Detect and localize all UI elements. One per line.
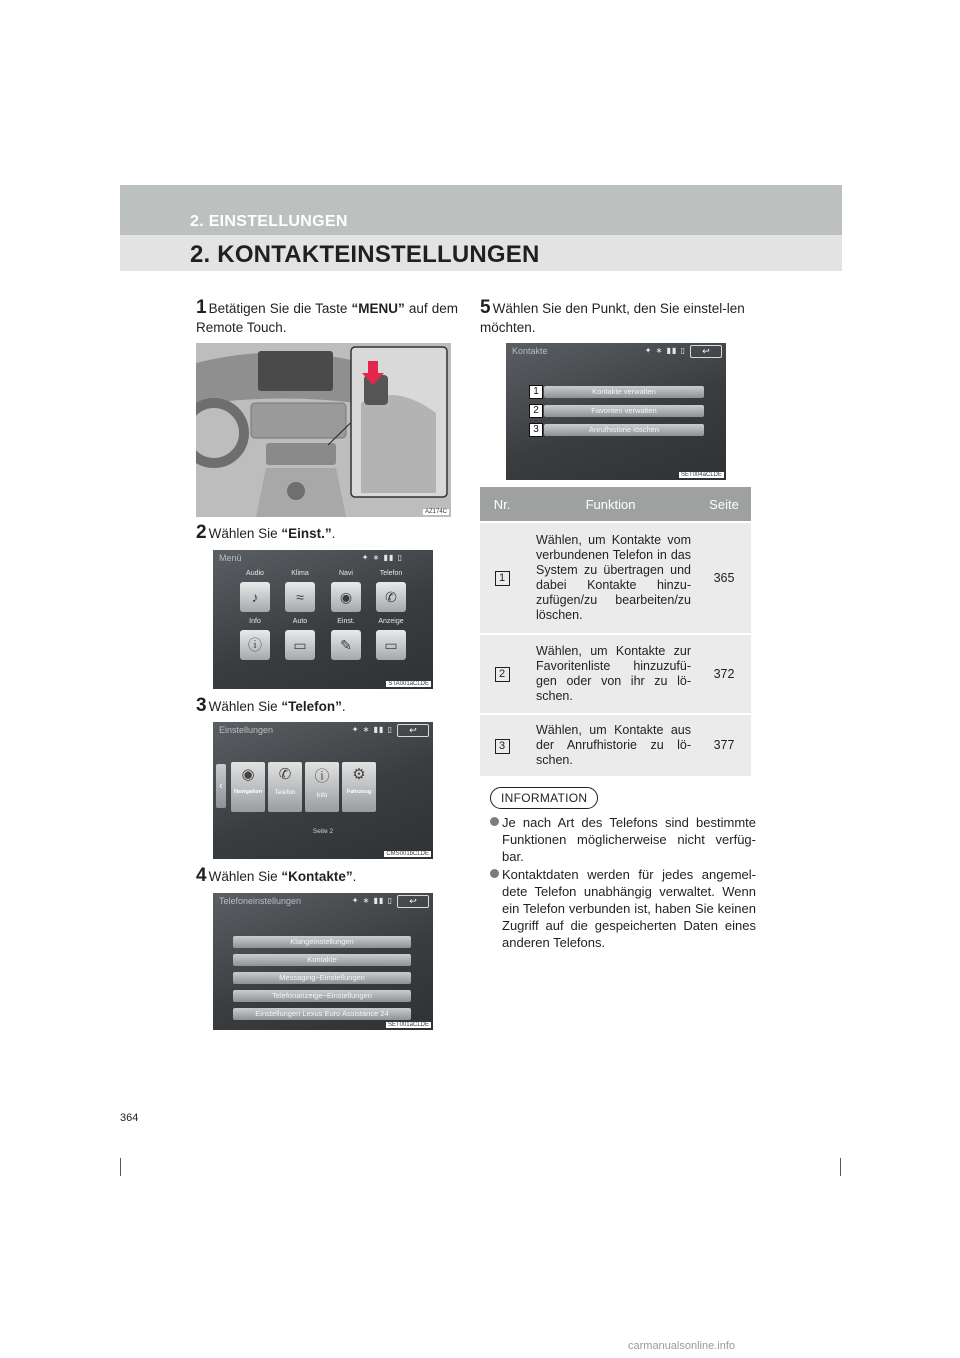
back-button[interactable]: ↩ <box>397 724 429 737</box>
info-bullet <box>490 866 756 951</box>
step-text: Betätigen Sie die Taste <box>208 301 352 316</box>
screen-title: Menü <box>219 553 242 563</box>
prev-page-button[interactable]: ‹ <box>216 764 226 808</box>
table-row <box>480 714 751 776</box>
chapter-header-bar <box>120 185 842 235</box>
image-code: SET001aCLDE <box>387 1022 429 1028</box>
screen-title: Telefoneinstellungen <box>219 896 302 906</box>
info-icon[interactable]: ⓘ <box>240 630 270 660</box>
climate-icon[interactable]: ≈ <box>285 582 315 612</box>
dashboard-illustration <box>196 343 451 517</box>
screen-title: Kontakte <box>512 346 548 356</box>
crop-mark-bottom-left <box>120 1158 121 1176</box>
page-number: 364 <box>120 1112 139 1124</box>
bullet-text: Kontaktdaten werden für jedes angemel-dete Telefon unabhängig verwaltet. Wenn ein Telefon verbunden ist, haben Sie keinen Zugriff auf die gespeicherten Daten eines anderen Telefons. <box>502 867 756 950</box>
table-row <box>480 522 751 634</box>
table-cell-funktion: Wählen, um Kontakte zur Favoritenliste hinzuzufü-gen oder von ihr zu lö-schen. <box>524 634 697 714</box>
settings-icon[interactable]: ✎ <box>331 630 361 660</box>
back-button[interactable]: ↩ <box>690 345 722 358</box>
table-cell-nr <box>480 522 524 634</box>
contacts-screen <box>506 343 726 480</box>
step-text: . <box>341 699 346 714</box>
column-header-seite: Seite <box>697 487 751 522</box>
phone-icon: ✆ <box>278 766 292 783</box>
table-cell-seite[interactable]: 377 <box>697 714 751 776</box>
status-icons: ✦ ∗ ▮▮ ▯ <box>351 896 393 905</box>
bullet-text: Je nach Art des Telefons sind bestimmte Funktionen möglicherweise nicht verfüg-bar. <box>502 815 756 864</box>
section-title: 2. EINSTELLUNGEN <box>190 213 348 230</box>
tile-label: Info <box>316 792 328 799</box>
step-text: Wählen Sie <box>208 869 282 884</box>
menu-screen <box>213 550 433 689</box>
car-settings-icon: ⚙ <box>352 766 366 783</box>
step-2 <box>196 523 458 543</box>
step-number: 5 <box>480 297 491 318</box>
table-header-row <box>480 487 751 522</box>
watermark: carmanualsonline.info <box>628 1340 736 1352</box>
list-item-klangeinstellungen[interactable]: Klangeinstellungen <box>233 936 411 948</box>
table-cell-funktion: Wählen, um Kontakte aus der Anrufhistorie zu lö-schen. <box>524 714 697 776</box>
image-code: STA001aCLDE <box>388 681 429 687</box>
step-4 <box>196 866 458 886</box>
callout-number-1: 1 <box>529 385 543 399</box>
dashboard-drawing <box>196 343 451 517</box>
step-text: . <box>331 526 336 541</box>
list-item-messaging[interactable]: Messaging−Einstellungen <box>233 972 411 984</box>
tile-navigation[interactable] <box>231 762 265 812</box>
tile-label: Fahrzeug <box>346 789 372 795</box>
tile-telefon[interactable] <box>268 762 302 812</box>
row-number-box: 3 <box>495 739 510 754</box>
back-button[interactable]: ↩ <box>397 895 429 908</box>
image-code: AZ174C <box>424 509 447 515</box>
step-3 <box>196 696 458 716</box>
step-text: auf dem Remote Touch. <box>196 301 458 335</box>
page-indicator: Seite 2 <box>312 828 334 835</box>
image-code: CMS001bCLDE <box>386 851 429 857</box>
list-item-favoriten-verwalten[interactable]: Favoriten verwalten <box>544 405 704 417</box>
car-icon[interactable]: ▭ <box>285 630 315 660</box>
list-item-kontakte[interactable]: Kontakte <box>233 954 411 966</box>
step-number: 4 <box>196 865 207 886</box>
step-number: 1 <box>196 297 207 318</box>
menu-label-klima: Klima <box>291 570 309 577</box>
step-1 <box>196 298 458 337</box>
chapter-header <box>120 185 842 271</box>
status-icons: ✦ ∗ ▮▮ ▯ <box>351 725 393 734</box>
list-item-lexus-assistance[interactable]: Einstellungen Lexus Euro Assistance 24 <box>233 1008 411 1020</box>
menu-label-navi: Navi <box>338 570 353 577</box>
column-header-funktion: Funktion <box>524 487 697 522</box>
tile-label: Telefon <box>274 789 296 796</box>
phone-icon[interactable]: ✆ <box>376 582 406 612</box>
list-item-kontakte-verwalten[interactable]: Kontakte verwalten <box>544 386 704 398</box>
table-cell-funktion: Wählen, um Kontakte vom verbundenen Telefon in das System zu übertragen und dabei Kontakte hinzu-zufügen/zu bearbeiten/zu löschen. <box>524 522 697 634</box>
page-title: 2. KONTAKTEINSTELLUNGEN <box>190 241 540 268</box>
table-cell-nr <box>480 634 524 714</box>
status-icons: ✦ ∗ ▮▮ ▯ <box>644 346 686 355</box>
step-text: Wählen Sie den Punkt, den Sie einstel-len möchten. <box>480 301 745 335</box>
step-number: 2 <box>196 522 207 543</box>
list-item-telefonanzeige[interactable]: Telefonanzeige−Einstellungen <box>233 990 411 1002</box>
step-text: Wählen Sie <box>208 526 282 541</box>
display-icon[interactable]: ▭ <box>376 630 406 660</box>
step-keyword: “Telefon” <box>281 699 342 714</box>
callout-number-3: 3 <box>529 423 543 437</box>
function-table <box>480 487 751 776</box>
bullet-icon <box>490 869 499 878</box>
callout-number-2: 2 <box>529 404 543 418</box>
audio-icon[interactable]: ♪ <box>240 582 270 612</box>
screen-title: Einstellungen <box>219 725 274 735</box>
phone-settings-screen <box>213 893 433 1030</box>
menu-label-auto: Auto <box>292 618 308 625</box>
settings-screen <box>213 722 433 859</box>
step-keyword: “Einst.” <box>281 526 332 541</box>
table-cell-seite[interactable]: 365 <box>697 522 751 634</box>
status-icons: ✦ ∗ ▮▮ ▯ <box>361 553 403 562</box>
table-cell-nr <box>480 714 524 776</box>
step-text: . <box>352 869 357 884</box>
tile-info[interactable] <box>305 762 339 812</box>
table-cell-seite[interactable]: 372 <box>697 634 751 714</box>
column-header-nr: Nr. <box>480 487 524 522</box>
step-number: 3 <box>196 695 207 716</box>
step-keyword: “MENU” <box>351 301 405 316</box>
information-badge: INFORMATION <box>490 787 598 809</box>
navigation-icon: ◉ <box>241 766 255 783</box>
navigation-icon[interactable]: ◉ <box>331 582 361 612</box>
list-item-anrufhistorie-loeschen[interactable]: Anrufhistorie löschen <box>544 424 704 436</box>
info-icon: ⓘ <box>314 768 330 785</box>
crop-mark-bottom-right <box>840 1158 841 1176</box>
step-5 <box>480 298 750 337</box>
row-number-box: 1 <box>495 571 510 586</box>
row-number-box: 2 <box>495 667 510 682</box>
menu-label-einst: Einst. <box>337 618 355 625</box>
menu-label-telefon: Telefon <box>379 570 403 577</box>
menu-label-audio: Audio <box>246 570 264 577</box>
bullet-icon <box>490 817 499 826</box>
step-keyword: “Kontakte” <box>281 869 353 884</box>
menu-label-info: Info <box>249 618 261 625</box>
step-text: Wählen Sie <box>208 699 282 714</box>
table-row <box>480 634 751 714</box>
menu-label-anzeige: Anzeige <box>378 618 404 625</box>
tile-fahrzeug[interactable] <box>342 762 376 812</box>
image-code: SET004aCLDE <box>680 472 722 478</box>
tile-label: Navigation <box>233 789 263 795</box>
info-bullet <box>490 814 756 865</box>
